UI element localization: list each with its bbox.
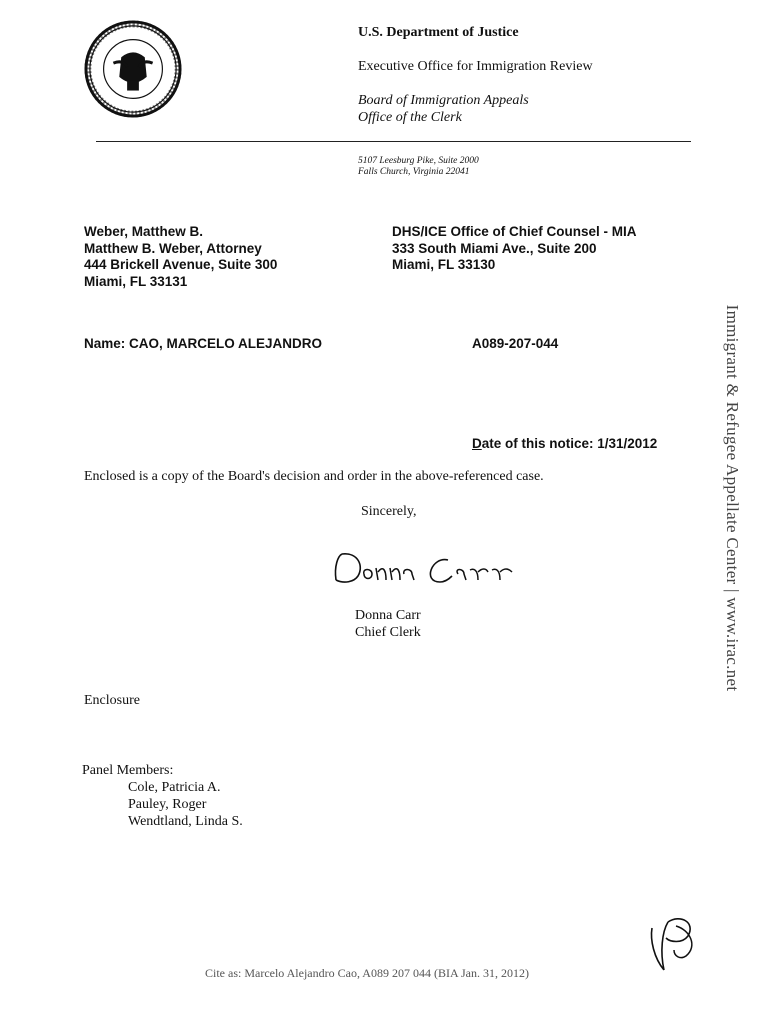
counsel-line-4: Miami, FL 33131 xyxy=(84,273,188,289)
dhs-counsel-address xyxy=(392,224,637,274)
counsel-line-3: 444 Brickell Avenue, Suite 300 xyxy=(84,257,278,272)
notice-date-initial: D xyxy=(472,436,482,451)
signer-name: Donna Carr xyxy=(355,608,421,623)
office-name: Executive Office for Immigration Review xyxy=(358,59,593,74)
sidebar-watermark-text: Immigrant & Refugee Appellate Center | www.irac.net xyxy=(723,304,742,692)
signer-title: Chief Clerk xyxy=(355,625,421,640)
panel-member: Cole, Patricia A. xyxy=(128,780,221,795)
counsel-line-2: Matthew B. Weber, Attorney xyxy=(84,240,262,256)
enclosure-label: Enclosure xyxy=(84,693,140,708)
enclosed-statement: Enclosed is a copy of the Board's decision and order in the above-referenced case. xyxy=(84,469,544,484)
notice-date xyxy=(472,436,657,453)
department-name: U.S. Department of Justice xyxy=(358,25,519,40)
citation-footer: Cite as: Marcelo Alejandro Cao, A089 207 044 (BIA Jan. 31, 2012) xyxy=(205,966,529,980)
notice-date-text: ate of this notice: 1/31/2012 xyxy=(481,436,658,451)
office-street: 5107 Leesburg Pike, Suite 2000 xyxy=(358,156,479,166)
alien-number: A089-207-044 xyxy=(472,336,559,351)
panel-member: Wendtland, Linda S. xyxy=(128,814,243,829)
doj-seal-logo xyxy=(84,20,182,118)
respondent-counsel-address xyxy=(84,224,277,290)
header-rule xyxy=(96,141,691,142)
respondent-name: Name: CAO, MARCELO ALEJANDRO xyxy=(84,336,323,351)
counsel-line-1: Weber, Matthew B. xyxy=(84,224,204,239)
sidebar-watermark xyxy=(702,248,762,748)
panel-member: Pauley, Roger xyxy=(128,797,207,812)
clerk-office: Office of the Clerk xyxy=(358,110,462,125)
panel-heading: Panel Members: xyxy=(82,763,174,778)
dhs-line-3: Miami, FL 33130 xyxy=(392,257,496,272)
handwritten-initials xyxy=(646,908,706,974)
dhs-line-2: 333 South Miami Ave., Suite 200 xyxy=(392,240,597,256)
board-name: Board of Immigration Appeals xyxy=(358,93,529,108)
handwritten-signature xyxy=(328,546,524,594)
office-city: Falls Church, Virginia 22041 xyxy=(358,167,470,177)
closing: Sincerely, xyxy=(361,504,417,519)
dhs-line-1: DHS/ICE Office of Chief Counsel - MIA xyxy=(392,224,637,239)
